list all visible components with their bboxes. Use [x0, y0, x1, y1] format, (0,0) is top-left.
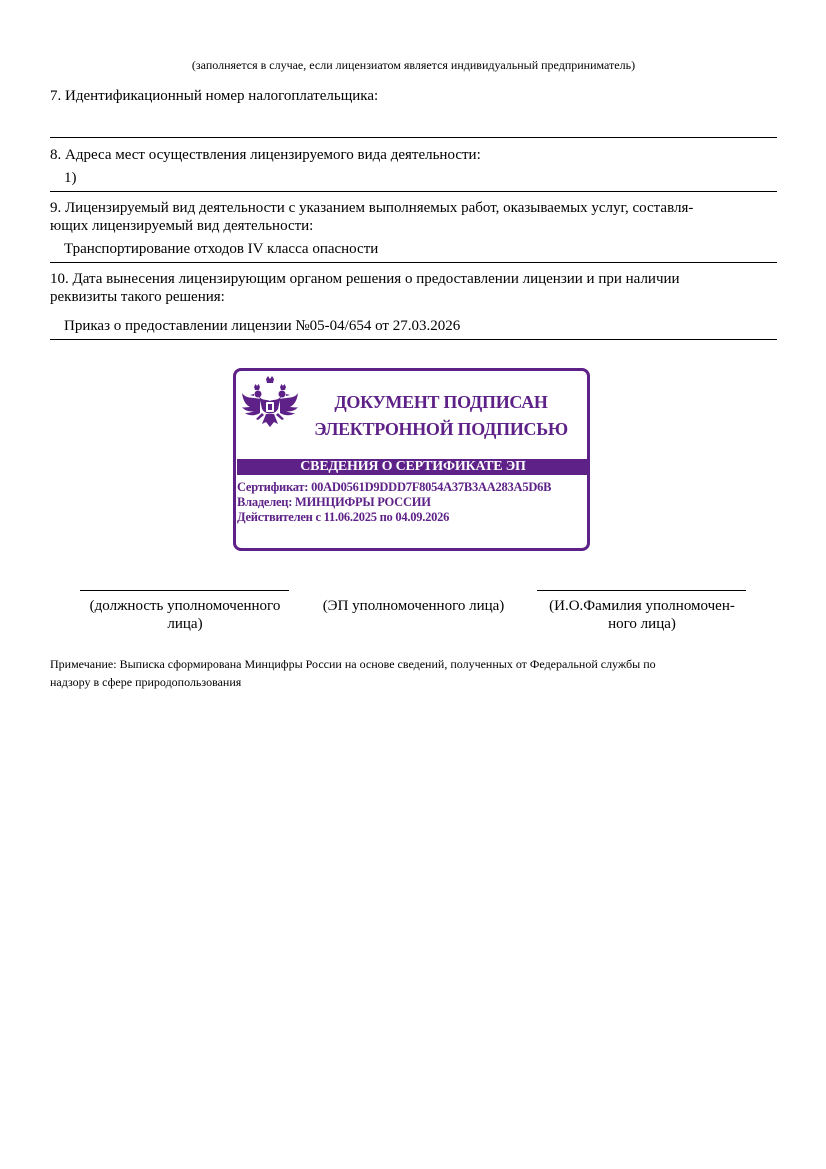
- item10-label-line2: реквизиты такого решения:: [50, 289, 225, 305]
- name-caption-line1: (И.О.Фамилия уполномочен-: [549, 598, 735, 614]
- item9-label-line1: 9. Лицензируемый вид деятельности с указанием выполняемых работ, оказываемых услуг, составля-: [50, 200, 694, 216]
- divider: [50, 339, 777, 340]
- item10-value: Приказ о предоставлении лицензии №05-04/654 от 27.03.2026: [64, 318, 461, 334]
- stamp-heading-line2: ЭЛЕКТРОННОЙ ПОДПИСЬЮ: [314, 419, 568, 439]
- position-caption-line1: (должность уполномоченного: [89, 598, 281, 614]
- item8-address-number: 1): [64, 170, 77, 186]
- position-signature-line: [80, 590, 289, 591]
- divider: [50, 137, 777, 138]
- ep-caption: (ЭП уполномоченного лица): [322, 598, 505, 614]
- stamp-heading-line1: ДОКУМЕНТ ПОДПИСАН: [334, 392, 548, 412]
- double-headed-eagle-icon: [240, 375, 300, 435]
- certificate-owner: Владелец: МИНЦИФРЫ РОССИИ: [237, 495, 431, 509]
- certificate-serial: Сертификат: 00AD0561D9DDD7F8054A37B3AA283A5D6B: [237, 480, 552, 494]
- position-caption-line2: лица): [167, 616, 203, 632]
- name-caption-line2: ного лица): [608, 616, 676, 632]
- electronic-signature-stamp: [233, 368, 590, 551]
- item8-label: 8. Адреса мест осуществления лицензируемого вида деятельности:: [50, 147, 481, 163]
- name-signature-line: [537, 590, 746, 591]
- footer-note-line2: надзору в сфере природопользования: [50, 675, 242, 689]
- footer-note-line1: Примечание: Выписка сформирована Минцифры России на основе сведений, полученных от Федеральной службы по: [50, 657, 656, 671]
- divider: [50, 191, 777, 192]
- item10-label-line1: 10. Дата вынесения лицензирующим органом решения о предоставлении лицензии и при наличии: [50, 271, 680, 287]
- item7-label: 7. Идентификационный номер налогоплательщика:: [50, 88, 379, 104]
- fill-instruction-note: (заполняется в случае, если лицензиатом является индивидуальный предприниматель): [191, 58, 636, 72]
- certificate-info-bar: СВЕДЕНИЯ О СЕРТИФИКАТЕ ЭП: [237, 459, 589, 475]
- divider: [50, 262, 777, 263]
- certificate-validity: Действителен с 11.06.2025 по 04.09.2026: [237, 510, 450, 524]
- item9-value: Транспортирование отходов IV класса опасности: [64, 241, 379, 257]
- item9-label-line2: ющих лицензируемый вид деятельности:: [50, 218, 314, 234]
- name-caption: [530, 597, 754, 633]
- position-caption: [72, 597, 298, 633]
